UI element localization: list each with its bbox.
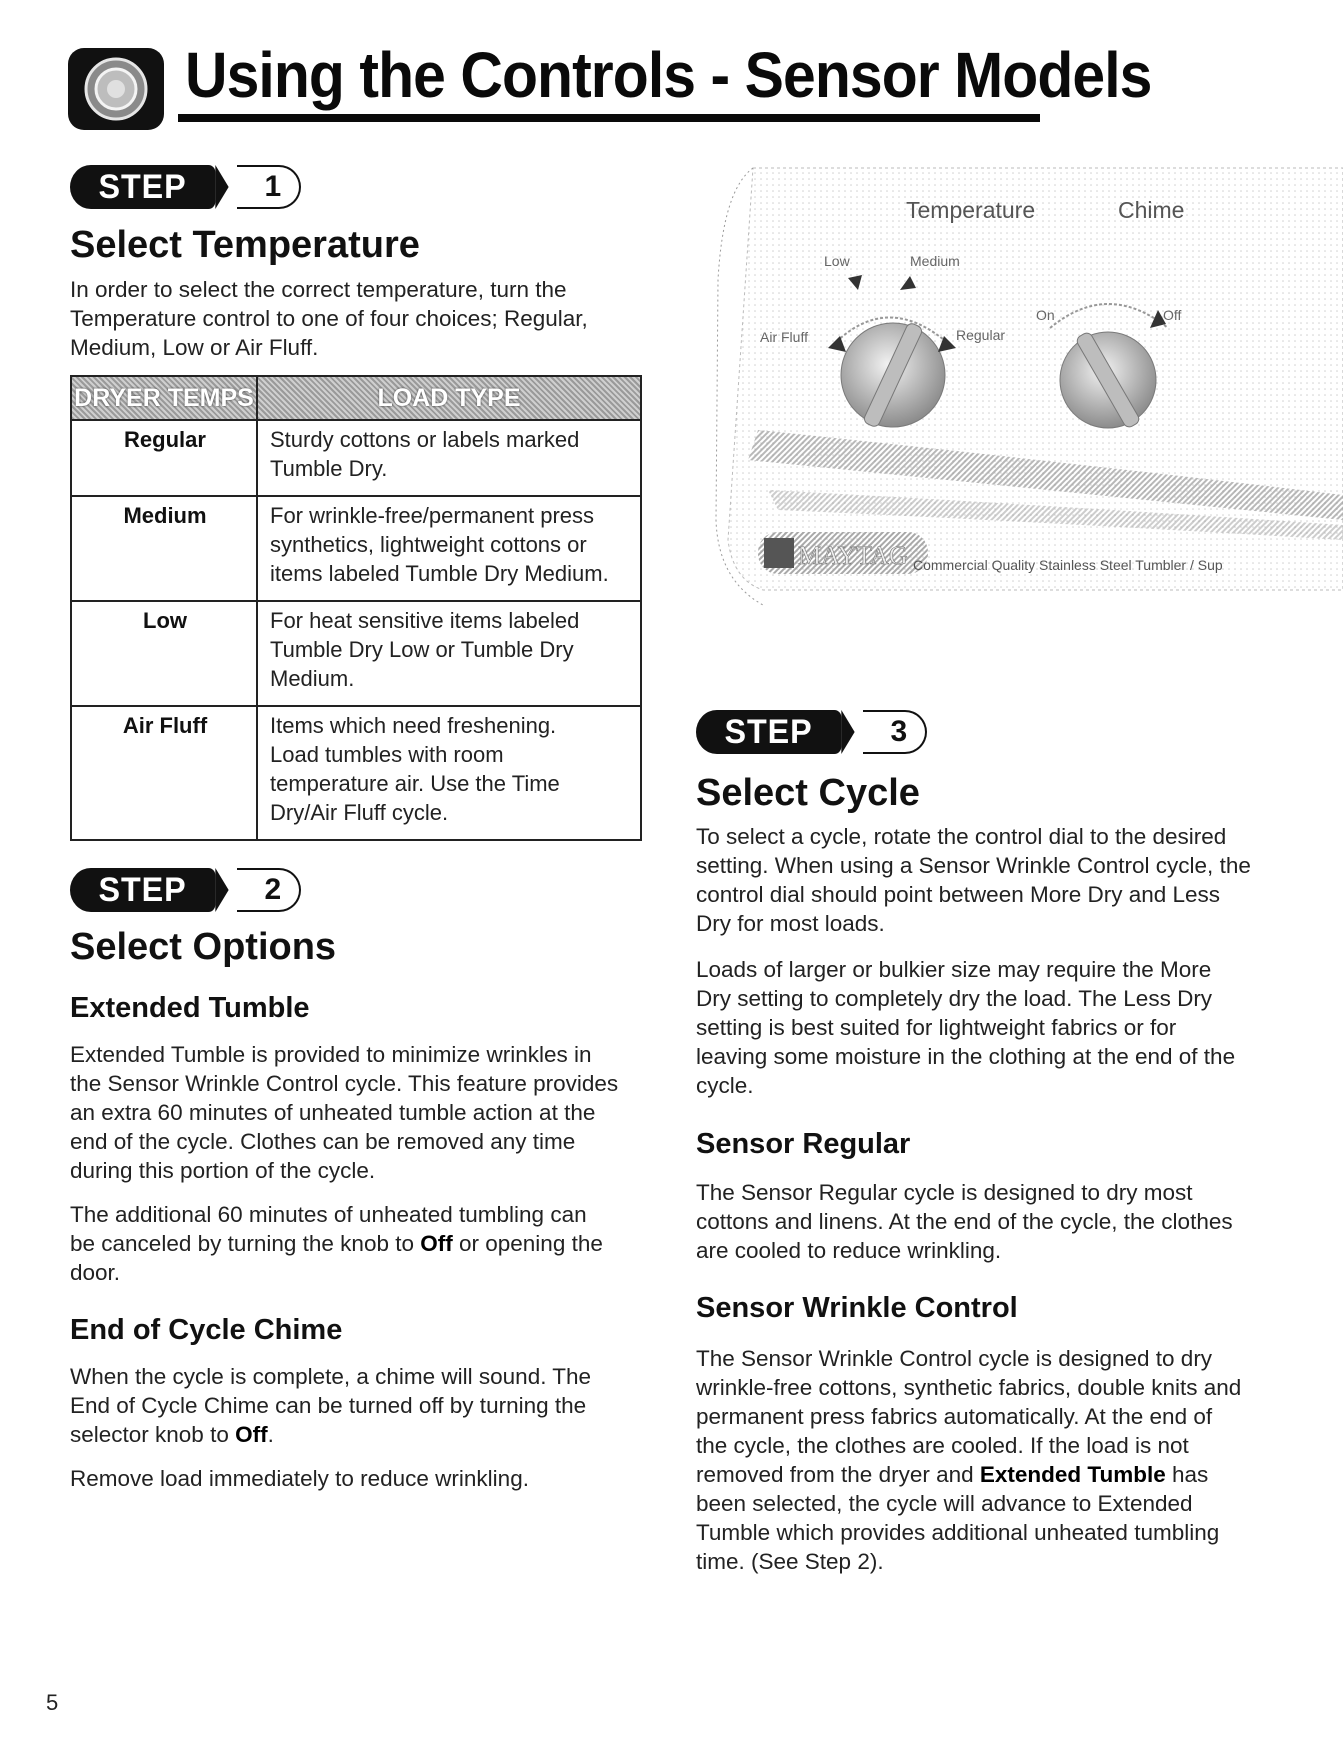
temp-cell: Regular [71, 420, 257, 496]
page-number: 5 [46, 1690, 59, 1715]
table-header-row [71, 376, 641, 420]
load-cell: Items which need freshening. Load tumbles with room temperature air. Use the Time Dry/Air Fluff cycle. [257, 706, 641, 840]
select-cycle-text: To select a cycle, rotate the control dial to the desired setting. When using a Sensor Wrinkle Control cycle, the control dial should point between More Dry and Less Dry for most loads. [696, 824, 1251, 936]
sensor-regular-heading: Sensor Regular [696, 1128, 911, 1160]
chime-text: When the cycle is complete, a chime will sound. The End of Cycle Chime can be turned off by turning the selector knob to Off. [70, 1364, 592, 1447]
panel-air-fluff-label: Air Fluff [760, 329, 808, 345]
temp-cell: Medium [71, 496, 257, 601]
dryer-temps-table [70, 375, 642, 841]
step-label: STEP [70, 165, 215, 209]
sensor-regular-text: The Sensor Regular cycle is designed to dry most cottons and linens. At the end of the cycle, the clothes are cooled to reduce wrinkling. [696, 1180, 1233, 1263]
dial-icon [68, 48, 164, 130]
step-1-badge [70, 165, 301, 209]
chime-remove-load-text: Remove load immediately to reduce wrinkling. [70, 1466, 529, 1491]
control-panel-illustration [688, 160, 1343, 640]
temp-cell: Air Fluff [71, 706, 257, 840]
panel-on-label: On [1036, 307, 1055, 323]
panel-chime-label: Chime [1118, 197, 1185, 223]
select-cycle-loads-text: Loads of larger or bulkier size may require the More Dry setting to completely dry the load. The Less Dry setting is best suited for lightweight fabrics or for leaving some moisture in the clothing at the end of the cycle. [696, 957, 1236, 1098]
step-label: STEP [70, 868, 215, 912]
select-options-heading: Select Options [70, 926, 337, 968]
sensor-wrinkle-control-text: The Sensor Wrinkle Control cycle is designed to dry wrinkle-free cottons, synthetic fabrics, double knits and permanent press fabrics automatically. At the end of the cycle, the clothes are cooled. If the load is not removed from the dryer and Extended Tumble has been selected, the cycle will advance to Extended Tumble which provides additional unheated tumbling time. (See Step 2). [696, 1346, 1242, 1574]
table-row [71, 496, 641, 601]
step-label: STEP [696, 710, 841, 754]
step-number: 1 [237, 165, 301, 209]
end-of-cycle-chime-heading: End of Cycle Chime [70, 1314, 343, 1346]
select-temperature-text: In order to select the correct temperature, turn the Temperature control to one of four choices; Regular, Medium, Low or Air Fluff. [70, 277, 588, 360]
svg-text:MAYTAG: MAYTAG [798, 541, 908, 570]
maytag-logo [758, 532, 928, 574]
step-number: 2 [237, 868, 301, 912]
temp-cell: Low [71, 601, 257, 706]
panel-tagline: Commercial Quality Stainless Steel Tumbler / Sup [913, 557, 1223, 573]
select-temperature-heading: Select Temperature [70, 224, 420, 266]
extended-tumble-text: Extended Tumble is provided to minimize wrinkles in the Sensor Wrinkle Control cycle. This feature provides an extra 60 minutes of unheated tumble action at the end of the cycle. Clothes can be removed any time during this portion of the cycle. [70, 1042, 619, 1183]
step-2-badge [70, 868, 301, 912]
table-row [71, 601, 641, 706]
step-3-badge [696, 710, 927, 754]
panel-medium-label: Medium [910, 253, 960, 269]
sensor-wrinkle-control-heading: Sensor Wrinkle Control [696, 1292, 1018, 1324]
select-cycle-heading: Select Cycle [696, 772, 920, 814]
table-row [71, 420, 641, 496]
panel-temperature-label: Temperature [906, 197, 1036, 223]
panel-regular-label: Regular [956, 327, 1006, 343]
title-underline [178, 114, 1040, 122]
load-cell: For heat sensitive items labeled Tumble Dry Low or Tumble Dry Medium. [257, 601, 641, 706]
panel-low-label: Low [824, 253, 850, 269]
column-header-load-type: LOAD TYPE [257, 376, 641, 420]
step-number: 3 [863, 710, 927, 754]
table-row [71, 706, 641, 840]
page-title: Using the Controls - Sensor Models [185, 39, 1152, 111]
panel-off-label: Off [1163, 307, 1182, 323]
column-header-dryer-temps: DRYER TEMPS [71, 376, 257, 420]
load-cell: For wrinkle-free/permanent press synthetics, lightweight cottons or items labeled Tumble Dry Medium. [257, 496, 641, 601]
extended-tumble-heading: Extended Tumble [70, 992, 310, 1024]
load-cell: Sturdy cottons or labels marked Tumble Dry. [257, 420, 641, 496]
extended-tumble-cancel-text: The additional 60 minutes of unheated tumbling can be canceled by turning the knob to Off or opening the door. [70, 1202, 603, 1285]
